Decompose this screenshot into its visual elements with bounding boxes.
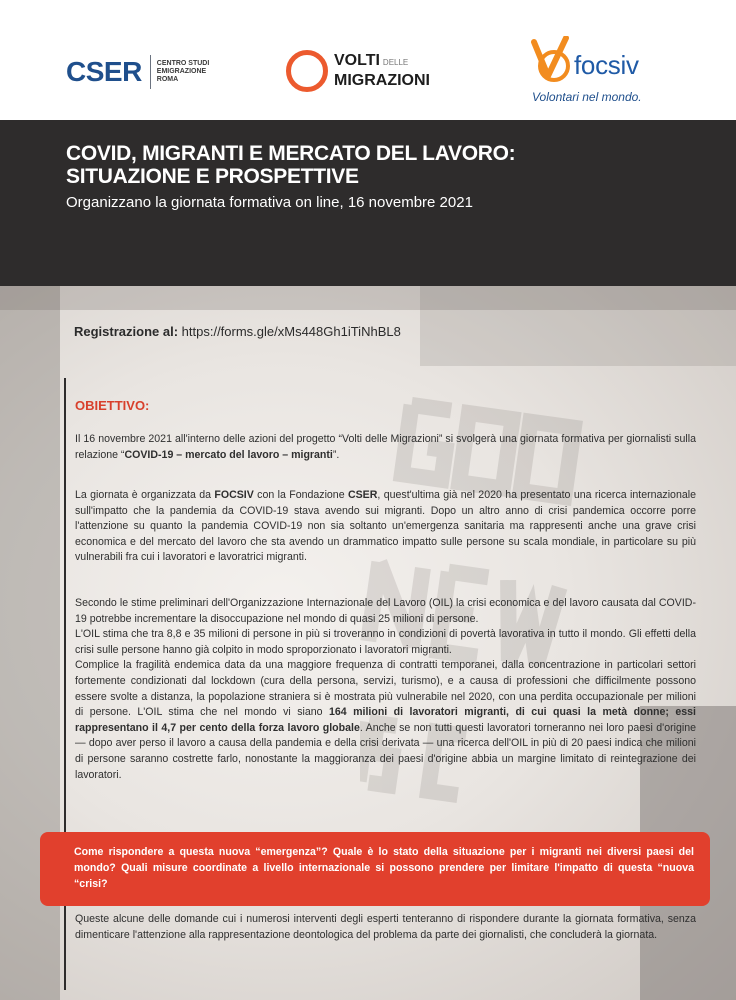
focsiv-logo [528, 36, 658, 106]
paragraph [75, 596, 696, 783]
section-title: OBIETTIVO: [75, 398, 150, 413]
text-run-bold: FOCSIV [214, 489, 254, 501]
text-run [75, 658, 696, 783]
cser-wordmark: CSER [66, 56, 142, 87]
title-line: SITUAZIONE E PROSPETTIVE [66, 165, 359, 188]
photo-shadow [420, 286, 736, 366]
text-run: La giornata è organizzata da [75, 489, 215, 501]
text-run: con la Fondazione [253, 489, 348, 501]
cser-sub-line: CENTRO STUDI [156, 60, 210, 67]
text-run-bold: CSER [347, 489, 378, 501]
cser-sub-line: EMIGRAZIONE [156, 68, 207, 75]
cser-sub-line: ROMA [156, 76, 179, 83]
page-title [66, 142, 686, 188]
volti-line2: MIGRAZIONI [334, 72, 430, 89]
cser-logo [66, 52, 209, 92]
ring-icon [286, 50, 328, 92]
text-run: L'OIL stima che tra 8,8 e 35 milioni di persone in più si troveranno in condizioni di povertà lavorativa in tutto il mondo. Gli effetti della crisi sulle persone hanno già colpito in modo sproporzionato i lavoratori migranti. [75, 628, 696, 656]
text-run: , quest'ultima già nel 2020 ha presentato una ricerca internazionale sull'impatto che la pandemia da COVID-19 stava avendo sui migranti. Dopo un altro anno di crisi pandemica occorre porre l'attenzione su quanto la pandemia COVID-19 non sia soltanto un'emergenza sanitaria ma rappresenti anche una grave crisi economica e del mercato del lavoro che sta avendo un drammatico impatto sulle persone su scala mondiale, in particolare su più vulnerabili fra cui i lavoratori e lavoratrici migranti. [75, 489, 696, 564]
volti-wordmark [334, 52, 430, 90]
logo-header [0, 0, 736, 120]
page-subtitle: Organizzano la giornata formativa on line, 16 novembre 2021 [66, 194, 473, 211]
registration-link[interactable]: https://forms.gle/xMs448Gh1iTiNhBL8 [181, 324, 401, 339]
focsiv-tagline: Volontari nel mondo. [532, 90, 642, 104]
text-run: Il 16 novembre 2021 all'interno delle azioni del progetto “Volti delle Migrazioni” si svolgerà una giornata formativa per giornalisti sulla relazione “ [75, 433, 696, 461]
text-run: . Anche se non tutti questi lavoratori torneranno nei loro paesi d'origine — dopo aver perso il lavoro a causa della pandemia e della crisi derivata — una ricerca dell'OIL in più di 20 paesi indica che milioni di persone saranno costrette farlo, nonostante la maggioranza dei paesi d'origine abbia un margine limitato di reintegrazione dei lavoratori. [75, 721, 697, 781]
title-banner [0, 120, 736, 286]
cser-divider [150, 55, 151, 89]
cser-subtitle [157, 60, 210, 84]
volti-line1: VOLTI [334, 52, 380, 69]
questions-callout: Come rispondere a questa nuova “emergenza”? Quale è lo stato della situazione per i migranti nei diversi paesi del mondo? Quali misure coordinate a livello internazionale si possono prendere per limitare l'impatto di questa “nuova “crisi? [40, 832, 710, 906]
paragraph [75, 488, 696, 566]
registration-label: Registrazione al: [74, 324, 179, 339]
registration-line [74, 324, 401, 339]
text-run: ”. [332, 448, 340, 461]
paragraph [75, 432, 696, 463]
text-run-bold: 164 milioni di lavoratori migranti, di cui quasi la metà donne; essi rappresentano il 4,7 per cento della forza lavoro globale [75, 706, 696, 734]
volti-delle-migrazioni-logo [286, 50, 430, 92]
text-run-bold: COVID-19 – mercato del lavoro – migranti [124, 448, 333, 461]
volti-delle: DELLE [382, 58, 409, 67]
title-line: COVID, MIGRANTI E MERCATO DEL LAVORO: [66, 142, 516, 165]
text-run: Secondo le stime preliminari dell'Organizzazione Internazionale del Lavoro (OIL) la crisi economica e del lavoro causata dal COVID-19 potrebbe incrementare la disoccupazione nel mondo di quasi 25 milioni di persone. [75, 597, 696, 625]
text-run: Complice la fragilità endemica data da una maggiore frequenza di contratti temporanei, dalla concentrazione in particolari settori fortemente condizionati dal lockdown (cura della persona, servizi, turismo), e a causa di professioni che difficilmente possono essere svolte a distanza, la popolazione straniera si è mostrata più vulnerabile nel 2020, con una perdita occupazionale per milioni di persone. L'OIL stima che nel mondo vi siano [75, 659, 696, 719]
focsiv-wordmark: focsiv [574, 50, 639, 80]
closing-paragraph: Queste alcune delle domande cui i numerosi interventi degli esperti tenteranno di rispondere durante la giornata formativa, senza dimenticare l'attenzione alla rappresentazione deontologica del problema da parte dei giornalisti, che concluderà la giornata. [75, 913, 696, 941]
check-v-icon [530, 36, 574, 84]
